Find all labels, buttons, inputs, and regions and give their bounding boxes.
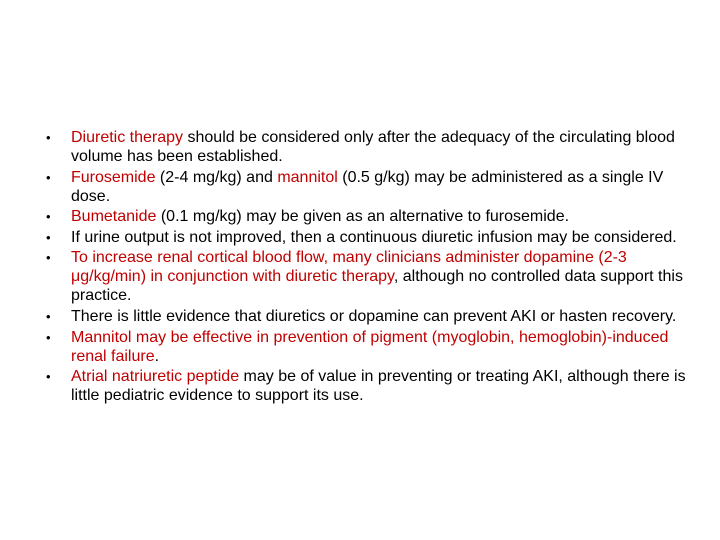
bullet-item: [46, 207, 696, 226]
bullet-text: [71, 229, 677, 246]
bullet-item: [46, 168, 696, 206]
bullet-item: [46, 228, 696, 247]
highlighted-text: To increase renal cortical blood flow, many clinicians administer dopamine (2-3 μg/kg/min) in conjunction with diuretic therapy: [71, 249, 627, 286]
highlighted-text: mannitol: [277, 168, 338, 186]
highlighted-text: Bumetanide: [71, 208, 157, 226]
bullet-text: [71, 308, 676, 325]
highlighted-text: Diuretic therapy: [71, 129, 184, 146]
bullet-dot-icon: •: [46, 209, 51, 225]
body-text: There is little evidence that diuretics or dopamine can prevent AKI or hasten recovery.: [71, 307, 677, 325]
bullet-item: [46, 367, 696, 405]
bullet-dot-icon: •: [46, 329, 51, 345]
body-text: may be of value in preventing or treating AKI, although there is little pediatric evidence to support its use.: [71, 368, 686, 405]
body-text: (0.1 mg/kg) may be given as an alternative to furosemide.: [156, 208, 570, 226]
highlighted-text: Furosemide: [71, 168, 156, 186]
bullet-dot-icon: •: [46, 308, 51, 324]
bullet-item: [46, 328, 696, 366]
bullet-text: [71, 329, 668, 365]
highlighted-text: Atrial natriuretic peptide: [71, 368, 240, 386]
bullet-dot-icon: •: [46, 229, 51, 245]
bullet-text: [71, 129, 675, 165]
body-text: , although no controlled data support this practice.: [71, 268, 683, 305]
bullet-text: [71, 368, 686, 404]
body-text: (0.5 g/kg) may be administered as a single IV dose.: [71, 168, 664, 205]
body-text: (2-4 mg/kg) and: [155, 168, 278, 186]
bullet-text: [71, 208, 569, 225]
bullet-item: [46, 128, 696, 166]
highlighted-text: Mannitol may be effective in prevention of pigment (myoglobin, hemoglobin)-induced renal failure: [71, 328, 669, 365]
body-text: If urine output is not improved, then a continuous diuretic infusion may be considered.: [71, 228, 677, 246]
bullet-dot-icon: •: [46, 369, 51, 385]
body-text: .: [154, 347, 160, 365]
bullet-dot-icon: •: [46, 130, 51, 145]
bullet-dot-icon: •: [46, 169, 51, 185]
bullet-item: [46, 307, 696, 326]
bullet-text: [71, 169, 663, 205]
bullet-list: [46, 128, 696, 407]
body-text: should be considered only after the adequacy of the circulating blood volume has been established.: [71, 129, 675, 165]
bullet-text: [71, 249, 683, 304]
bullet-dot-icon: •: [46, 250, 51, 266]
bullet-item: [46, 248, 696, 305]
